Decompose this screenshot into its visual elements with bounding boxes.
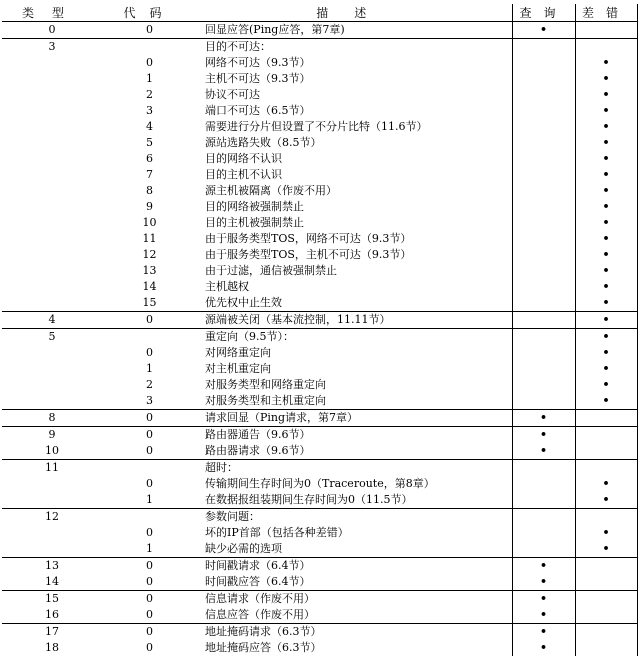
code-cell: 13 xyxy=(142,264,157,277)
type-cell xyxy=(2,476,102,492)
code-cell: 0 xyxy=(102,410,197,427)
error-mark-cell: • xyxy=(575,329,637,346)
error-mark-cell xyxy=(575,607,637,624)
code-cell: 0 xyxy=(146,641,153,654)
header-description: 描述 xyxy=(197,4,512,22)
table-row xyxy=(2,87,637,103)
error-mark-cell: • xyxy=(575,167,637,183)
table-row xyxy=(2,377,637,393)
type-cell: 16 xyxy=(45,608,59,621)
header-row xyxy=(2,4,637,22)
description-cell: 端口不可达（6.5节） xyxy=(197,103,512,119)
error-mark-cell: • xyxy=(575,199,637,215)
table-row xyxy=(2,525,637,541)
query-mark-cell xyxy=(512,215,575,231)
description-cell: 由于过滤，通信被强制禁止 xyxy=(197,263,512,279)
code-cell xyxy=(102,509,197,526)
query-mark-cell: • xyxy=(512,591,575,608)
description-cell: 主机越权 xyxy=(197,279,512,295)
error-mark-cell: • xyxy=(575,525,637,541)
table-row xyxy=(2,492,637,509)
table-row xyxy=(2,39,637,56)
error-mark-cell: • xyxy=(575,87,637,103)
table-row xyxy=(2,345,637,361)
table-row xyxy=(2,460,637,477)
table-row xyxy=(2,624,637,641)
code-cell: 0 xyxy=(146,444,153,457)
type-cell: 0 xyxy=(2,22,102,39)
description-cell: 源端被关闭（基本流控制，11.11节） xyxy=(197,312,512,329)
error-mark-cell: • xyxy=(575,103,637,119)
code-cell: 0 xyxy=(146,575,153,588)
type-cell xyxy=(2,247,102,263)
query-mark-cell xyxy=(512,55,575,71)
table-row xyxy=(2,215,637,231)
error-mark-cell xyxy=(575,427,637,444)
table-row xyxy=(2,410,637,427)
table-row xyxy=(2,103,637,119)
code-cell xyxy=(102,329,197,346)
query-mark-cell: • xyxy=(512,558,575,575)
error-mark-cell xyxy=(575,640,637,656)
code-cell: 5 xyxy=(146,136,153,149)
query-mark-cell xyxy=(512,151,575,167)
type-cell xyxy=(2,345,102,361)
code-cell: 2 xyxy=(146,378,153,391)
query-mark-cell xyxy=(512,312,575,329)
code-cell xyxy=(102,460,197,477)
type-cell: 15 xyxy=(2,591,102,608)
table-row xyxy=(2,199,637,215)
description-cell: 对网络重定向 xyxy=(197,345,512,361)
code-cell: 7 xyxy=(146,168,153,181)
type-cell xyxy=(2,377,102,393)
description-cell: 目的网络被强制禁止 xyxy=(197,199,512,215)
type-cell: 14 xyxy=(45,575,59,588)
description-cell: 对主机重定向 xyxy=(197,361,512,377)
error-mark-cell: • xyxy=(575,279,637,295)
error-mark-cell: • xyxy=(575,345,637,361)
code-cell: 14 xyxy=(142,280,157,293)
table-row xyxy=(2,151,637,167)
query-mark-cell xyxy=(512,393,575,410)
description-cell: 网络不可达（9.3节） xyxy=(197,55,512,71)
query-mark-cell xyxy=(512,263,575,279)
query-mark-cell xyxy=(512,87,575,103)
table-row xyxy=(2,607,637,624)
description-cell: 回显应答(Ping应答，第7章) xyxy=(197,22,512,39)
type-cell xyxy=(2,263,102,279)
description-cell: 主机不可达（9.3节） xyxy=(197,71,512,87)
type-cell xyxy=(2,55,102,71)
type-cell xyxy=(2,361,102,377)
table-row xyxy=(2,55,637,71)
table-row xyxy=(2,279,637,295)
type-cell: 13 xyxy=(2,558,102,575)
query-mark-cell xyxy=(512,460,575,477)
type-cell: 11 xyxy=(2,460,102,477)
table-row xyxy=(2,476,637,492)
table-row xyxy=(2,558,637,575)
error-mark-cell: • xyxy=(575,361,637,377)
error-mark-cell xyxy=(575,22,637,39)
code-cell: 3 xyxy=(146,394,153,407)
type-cell xyxy=(2,279,102,295)
error-mark-cell: • xyxy=(575,71,637,87)
query-mark-cell: • xyxy=(512,443,575,460)
query-mark-cell xyxy=(512,247,575,263)
query-mark-cell xyxy=(512,345,575,361)
type-cell xyxy=(2,151,102,167)
type-cell: 4 xyxy=(2,312,102,329)
type-cell: 8 xyxy=(2,410,102,427)
table-row xyxy=(2,183,637,199)
query-mark-cell xyxy=(512,39,575,56)
type-cell xyxy=(2,492,102,509)
code-cell: 0 xyxy=(146,56,153,69)
description-cell: 需要进行分片但设置了不分片比特（11.6节） xyxy=(197,119,512,135)
table-row xyxy=(2,329,637,346)
query-mark-cell: • xyxy=(512,427,575,444)
description-cell: 坏的IP首部（包括各种差错） xyxy=(197,525,512,541)
error-mark-cell: • xyxy=(575,215,637,231)
header-type: 类型 xyxy=(2,4,102,22)
error-mark-cell: • xyxy=(575,312,637,329)
description-cell: 由于服务类型TOS，网络不可达（9.3节） xyxy=(197,231,512,247)
type-cell xyxy=(2,199,102,215)
query-mark-cell: • xyxy=(512,624,575,641)
code-cell: 10 xyxy=(142,216,157,229)
error-mark-cell: • xyxy=(575,247,637,263)
type-cell: 9 xyxy=(2,427,102,444)
query-mark-cell xyxy=(512,199,575,215)
type-cell xyxy=(2,183,102,199)
code-cell: 1 xyxy=(146,493,153,506)
query-mark-cell xyxy=(512,492,575,509)
code-cell: 0 xyxy=(102,591,197,608)
error-mark-cell: • xyxy=(575,183,637,199)
error-mark-cell: • xyxy=(575,295,637,312)
error-mark-cell: • xyxy=(575,541,637,558)
description-cell: 信息应答（作废不用） xyxy=(197,607,512,624)
code-cell: 3 xyxy=(146,104,153,117)
query-mark-cell: • xyxy=(512,574,575,591)
description-cell: 目的不可达： xyxy=(197,39,512,56)
type-cell xyxy=(2,393,102,410)
type-cell: 17 xyxy=(2,624,102,641)
type-cell: 18 xyxy=(45,641,59,654)
error-mark-cell: • xyxy=(575,119,637,135)
table-row xyxy=(2,541,637,558)
code-cell: 1 xyxy=(146,542,153,555)
description-cell: 协议不可达 xyxy=(197,87,512,103)
code-cell: 0 xyxy=(102,624,197,641)
code-cell: 0 xyxy=(146,477,153,490)
code-cell: 0 xyxy=(146,526,153,539)
table-row xyxy=(2,509,637,526)
error-mark-cell xyxy=(575,443,637,460)
error-mark-cell: • xyxy=(575,492,637,509)
header-error: 差错 xyxy=(575,4,637,22)
table-row xyxy=(2,135,637,151)
description-cell: 地址掩码应答（6.3节） xyxy=(197,640,512,656)
description-cell: 时间戳请求（6.4节） xyxy=(197,558,512,575)
description-cell: 重定向（9.5节）： xyxy=(197,329,512,346)
table-row xyxy=(2,427,637,444)
code-cell: 0 xyxy=(102,558,197,575)
query-mark-cell xyxy=(512,71,575,87)
error-mark-cell: • xyxy=(575,55,637,71)
query-mark-cell xyxy=(512,541,575,558)
table-row xyxy=(2,295,637,312)
code-cell: 0 xyxy=(146,346,153,359)
type-cell xyxy=(2,103,102,119)
query-mark-cell: • xyxy=(512,410,575,427)
query-mark-cell: • xyxy=(512,607,575,624)
description-cell: 源主机被隔离（作废不用） xyxy=(197,183,512,199)
type-cell xyxy=(2,231,102,247)
query-mark-cell xyxy=(512,167,575,183)
table-row xyxy=(2,443,637,460)
query-mark-cell xyxy=(512,119,575,135)
query-mark-cell xyxy=(512,509,575,526)
type-cell: 12 xyxy=(2,509,102,526)
error-mark-cell: • xyxy=(575,393,637,410)
description-cell: 缺少必需的选项 xyxy=(197,541,512,558)
error-mark-cell xyxy=(575,624,637,641)
type-cell xyxy=(2,525,102,541)
code-cell: 1 xyxy=(146,362,153,375)
code-cell: 0 xyxy=(102,22,197,39)
code-cell: 4 xyxy=(146,120,153,133)
description-cell: 源站选路失败（8.5节） xyxy=(197,135,512,151)
type-cell xyxy=(2,135,102,151)
code-cell: 8 xyxy=(146,184,153,197)
description-cell: 时间戳应答（6.4节） xyxy=(197,574,512,591)
error-mark-cell xyxy=(575,574,637,591)
error-mark-cell xyxy=(575,460,637,477)
error-mark-cell: • xyxy=(575,135,637,151)
table-row xyxy=(2,247,637,263)
description-cell: 由于服务类型TOS，主机不可达（9.3节） xyxy=(197,247,512,263)
description-cell: 目的主机不认识 xyxy=(197,167,512,183)
error-mark-cell: • xyxy=(575,151,637,167)
table-row xyxy=(2,393,637,410)
description-cell: 路由器请求（9.6节） xyxy=(197,443,512,460)
table-row xyxy=(2,167,637,183)
description-cell: 参数问题： xyxy=(197,509,512,526)
error-mark-cell xyxy=(575,39,637,56)
type-cell xyxy=(2,119,102,135)
type-cell: 3 xyxy=(2,39,102,56)
description-cell: 请求回显（Ping请求，第7章） xyxy=(197,410,512,427)
type-cell xyxy=(2,71,102,87)
table-row xyxy=(2,361,637,377)
table-row xyxy=(2,640,637,656)
table-row xyxy=(2,591,637,608)
type-cell: 5 xyxy=(2,329,102,346)
query-mark-cell xyxy=(512,525,575,541)
table-row xyxy=(2,312,637,329)
table-row xyxy=(2,263,637,279)
description-cell: 优先权中止生效 xyxy=(197,295,512,312)
icmp-message-type-table xyxy=(2,4,638,656)
error-mark-cell xyxy=(575,509,637,526)
table-row xyxy=(2,71,637,87)
code-cell xyxy=(102,39,197,56)
type-cell xyxy=(2,541,102,558)
error-mark-cell xyxy=(575,558,637,575)
query-mark-cell xyxy=(512,135,575,151)
query-mark-cell xyxy=(512,361,575,377)
code-cell: 9 xyxy=(146,200,153,213)
code-cell: 1 xyxy=(146,72,153,85)
code-cell: 15 xyxy=(142,296,157,309)
description-cell: 目的主机被强制禁止 xyxy=(197,215,512,231)
description-cell: 信息请求（作废不用） xyxy=(197,591,512,608)
description-cell: 超时： xyxy=(197,460,512,477)
query-mark-cell xyxy=(512,103,575,119)
code-cell: 11 xyxy=(142,232,157,245)
code-cell: 0 xyxy=(146,608,153,621)
table-row xyxy=(2,22,637,39)
error-mark-cell: • xyxy=(575,263,637,279)
table-row xyxy=(2,574,637,591)
error-mark-cell xyxy=(575,591,637,608)
type-cell xyxy=(2,215,102,231)
query-mark-cell: • xyxy=(512,640,575,656)
code-cell: 12 xyxy=(142,248,157,261)
description-cell: 路由器通告（9.6节） xyxy=(197,427,512,444)
header-query: 查询 xyxy=(512,4,575,22)
table-header xyxy=(2,4,637,22)
type-cell: 10 xyxy=(45,444,59,457)
query-mark-cell xyxy=(512,377,575,393)
table-row xyxy=(2,119,637,135)
description-cell: 在数据报组装期间生存时间为0（11.5节） xyxy=(197,492,512,509)
error-mark-cell: • xyxy=(575,231,637,247)
query-mark-cell xyxy=(512,279,575,295)
query-mark-cell xyxy=(512,183,575,199)
code-cell: 0 xyxy=(102,312,197,329)
code-cell: 6 xyxy=(146,152,153,165)
description-cell: 目的网络不认识 xyxy=(197,151,512,167)
table-body xyxy=(2,22,637,657)
error-mark-cell xyxy=(575,410,637,427)
query-mark-cell xyxy=(512,295,575,312)
description-cell: 传输期间生存时间为0（Traceroute，第8章） xyxy=(197,476,512,492)
code-cell: 0 xyxy=(102,427,197,444)
error-mark-cell: • xyxy=(575,476,637,492)
error-mark-cell: • xyxy=(575,377,637,393)
header-code: 代码 xyxy=(102,4,197,22)
query-mark-cell: • xyxy=(512,22,575,39)
type-cell xyxy=(2,167,102,183)
type-cell xyxy=(2,295,102,312)
description-cell: 对服务类型和网络重定向 xyxy=(197,377,512,393)
query-mark-cell xyxy=(512,231,575,247)
query-mark-cell xyxy=(512,476,575,492)
query-mark-cell xyxy=(512,329,575,346)
code-cell: 2 xyxy=(146,88,153,101)
table-row xyxy=(2,231,637,247)
description-cell: 对服务类型和主机重定向 xyxy=(197,393,512,410)
description-cell: 地址掩码请求（6.3节） xyxy=(197,624,512,641)
type-cell xyxy=(2,87,102,103)
